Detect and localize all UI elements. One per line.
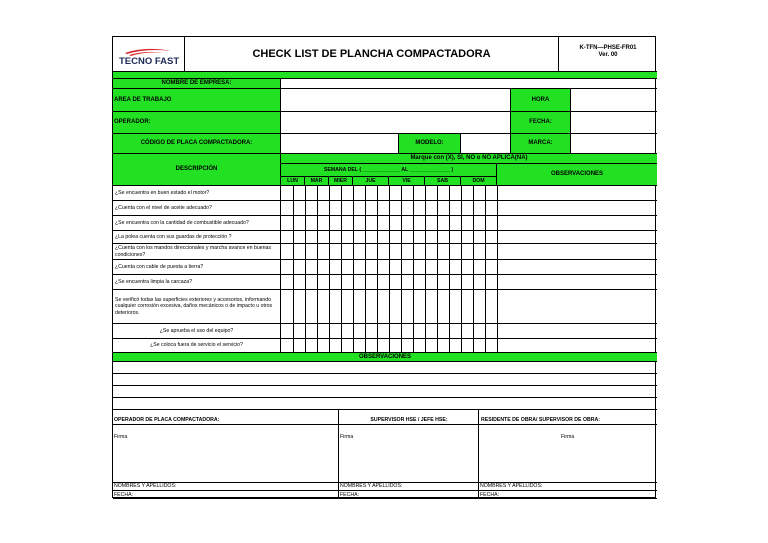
item-1: ¿Se encuentra en buen estado el motor? (113, 186, 281, 201)
company-field[interactable] (281, 79, 657, 89)
observation-line-3[interactable] (113, 386, 657, 398)
day-vie: VIE (389, 177, 425, 186)
logo-text: TECNO FAST (119, 56, 180, 67)
grid-column-line (485, 186, 486, 353)
supervisor-date-label: FECHA: (339, 490, 479, 499)
signature-block-supervisor (339, 410, 479, 499)
tecno-fast-logo (115, 47, 183, 69)
supervisor-firma: Firma (340, 434, 354, 440)
date-field[interactable] (571, 112, 657, 134)
grid-column-line (461, 186, 462, 353)
supervisor-names-label: NOMBRES Y APELLIDOS: (339, 482, 479, 490)
signature-block-resident (479, 410, 657, 499)
item-3: ¿Se encuentra con la cantidad de combustible adecuado? (113, 216, 281, 231)
plate-code-label: CÓDIGO DE PLACA COMPACTADORA: (113, 134, 281, 154)
doc-code: K-TFN—PHSE-FR01 (579, 45, 637, 51)
brand-field[interactable] (571, 134, 657, 154)
resident-signature-label: RESIDENTE DE OBRA/ SUPERVISOR DE OBRA: (479, 416, 657, 425)
grid-row[interactable] (281, 201, 657, 216)
item-6: ¿Cuenta con cable de puesta a tierra? (113, 260, 281, 275)
operator-date-label: FECHA: (113, 490, 339, 499)
page-title: CHECK LIST DE PLANCHA COMPACTADORA (185, 37, 559, 71)
day-jue: JUE (353, 177, 389, 186)
grid-row[interactable] (281, 244, 657, 260)
grid-column-line (317, 186, 318, 353)
grid-row[interactable] (281, 260, 657, 275)
grid-row[interactable] (281, 275, 657, 290)
grid-row[interactable] (281, 216, 657, 231)
day-mar: MAR (305, 177, 329, 186)
green-band (113, 71, 657, 79)
observation-line-2[interactable] (113, 374, 657, 386)
grid-row[interactable] (281, 231, 657, 244)
item-5: ¿Cuenta con los mandos direccionales y marcha avance en buenas condiciones? (113, 244, 281, 260)
plate-code-field[interactable] (281, 134, 399, 154)
item-2: ¿Cuenta con el nivel de aceite adecuado? (113, 201, 281, 216)
day-lun: LUN (281, 177, 305, 186)
grid-column-line (473, 186, 474, 353)
grid-column-line (437, 186, 438, 353)
grid-column-line (353, 186, 354, 353)
doc-code-cell (559, 37, 657, 71)
hour-field[interactable] (571, 89, 657, 112)
grid-row[interactable] (281, 339, 657, 353)
grid-column-line (377, 186, 378, 353)
day-mier: MIER (329, 177, 353, 186)
grid-column-line (389, 186, 390, 353)
grid-row[interactable] (281, 290, 657, 324)
resident-firma: Firma (561, 434, 575, 440)
model-field[interactable] (461, 134, 511, 154)
instructions-text: Marque con (X), SÍ, NO o NO APLICA(NA) (281, 154, 657, 164)
observations-column-header: OBSERVACIONES (497, 164, 657, 186)
signature-block-operator (113, 410, 339, 499)
grid-column-line (413, 186, 414, 353)
model-label: MODELO: (399, 134, 461, 154)
item-10: ¿Se coloca fuera de servicio el servicio? (113, 339, 281, 353)
observation-line-1[interactable] (113, 362, 657, 374)
grid-column-line (329, 186, 330, 353)
item-4: ¿La polea cuenta con sus guardas de protección ? (113, 231, 281, 244)
date-label: FECHA: (511, 112, 571, 134)
operator-field[interactable] (281, 112, 511, 134)
day-sab: SAB (425, 177, 461, 186)
grid-column-line (341, 186, 342, 353)
grid-column-line (305, 186, 306, 353)
hour-label: HORA (511, 89, 571, 112)
grid-column-line (425, 186, 426, 353)
resident-names-label: NOMBRES Y APELLIDOS: (479, 482, 657, 490)
grid-column-line (401, 186, 402, 353)
grid-column-line (365, 186, 366, 353)
company-label: NOMBRE DE EMPRESA: (113, 79, 281, 89)
operator-signature-label: OPERADOR DE PLACA COMPACTADORA: (113, 416, 339, 425)
logo-cell (113, 37, 185, 71)
day-dom: DOM (461, 177, 497, 186)
grid-column-line (293, 186, 294, 353)
doc-version: Ver. 00 (598, 52, 618, 58)
brand-label: MARCA: (511, 134, 571, 154)
grid-column-line (497, 186, 498, 353)
item-7: ¿Se encuentra limpia la carcaza? (113, 275, 281, 290)
operator-firma: Firma (114, 434, 128, 440)
description-header: DESCRIPCIÓN (113, 154, 281, 186)
grid-row[interactable] (281, 324, 657, 339)
observations-title: OBSERVACIONES (113, 353, 657, 362)
week-label: SEMANA DEL ( _____________ AL ______________ ) (281, 164, 497, 177)
checklist-form (112, 36, 656, 498)
grid-row[interactable] (281, 186, 657, 201)
item-8: Se verificó todas las superficies exteriores y accesorios, informando cualquier corrosión excesiva, daños mecánicos o de impacto u otros deterioros. (113, 290, 281, 324)
work-area-label: AREA DE TRABAJO (113, 89, 281, 112)
grid-column-line (449, 186, 450, 353)
operator-label: OPERADOR: (113, 112, 281, 134)
item-9: ¿Se aprueba el uso del equipo? (113, 324, 281, 339)
work-area-field[interactable] (281, 89, 511, 112)
supervisor-signature-label: SUPERVISOR HSE / JEFE HSE: (339, 416, 479, 425)
operator-names-label: NOMBRES Y APELLIDOS: (113, 482, 339, 490)
resident-date-label: FECHA: (479, 490, 657, 499)
observation-line-4[interactable] (113, 398, 657, 410)
